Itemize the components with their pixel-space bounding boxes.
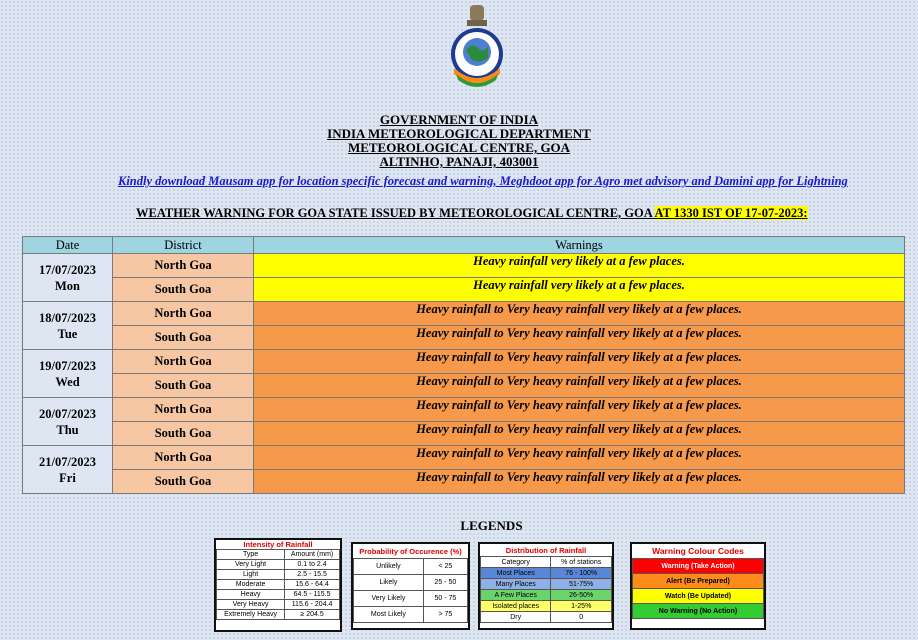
legend-cell: 50 - 75: [423, 591, 467, 607]
table-row: [23, 326, 905, 350]
app-advisory-link[interactable]: Kindly download Mausam app for location specific forecast and warning, Meghdoot app for Agro met advisory and Damini app for Lightning: [118, 174, 848, 188]
legend-cell: Most Likely: [354, 607, 424, 623]
legend-cell: 64.5 - 115.5: [285, 590, 340, 600]
warnings-table: [22, 236, 905, 494]
warning-cell: Heavy rainfall to Very heavy rainfall very likely at a few places.: [254, 470, 905, 494]
legend-cell: Very Light: [217, 560, 285, 570]
legend-header: Category: [481, 557, 551, 568]
warning-cell: Heavy rainfall to Very heavy rainfall very likely at a few places.: [254, 302, 905, 326]
legend-code-alert: Alert (Be Prepared): [633, 574, 764, 589]
legend-cell: Heavy: [217, 590, 285, 600]
legend-cell: > 75: [423, 607, 467, 623]
warning-cell: Heavy rainfall very likely at a few places.: [254, 254, 905, 278]
column-header-warnings: Warnings: [254, 237, 905, 254]
legend-distribution-of-rainfall: [478, 542, 614, 630]
table-row: [23, 374, 905, 398]
date-cell: [23, 254, 113, 302]
legend-cell: Likely: [354, 575, 424, 591]
imd-emblem-logo: [442, 2, 512, 90]
legend-header: Amount (mm): [285, 550, 340, 560]
district-cell: South Goa: [113, 422, 254, 446]
table-row: [23, 422, 905, 446]
table-row: [23, 278, 905, 302]
legend-cell: Very Likely: [354, 591, 424, 607]
legend-caption: Warning Colour Codes: [652, 546, 744, 556]
legend-cell: A Few Places: [481, 590, 551, 601]
legend-code-warning: Warning (Take Action): [633, 559, 764, 574]
legend-cell: Most Places: [481, 568, 551, 579]
legend-cell: 51-75%: [551, 579, 612, 590]
table-row: [23, 398, 905, 422]
legend-cell: Unlikely: [354, 559, 424, 575]
column-header-district: District: [113, 237, 254, 254]
district-cell: North Goa: [113, 398, 254, 422]
date-text: 17/07/2023: [39, 262, 96, 277]
legend-header: Type: [217, 550, 285, 560]
legend-cell: Many Places: [481, 579, 551, 590]
column-header-date: Date: [23, 237, 113, 254]
legend-code-no-warning: No Warning (No Action): [633, 604, 764, 619]
header-line-department: INDIA METEOROLOGICAL DEPARTMENT: [327, 126, 591, 141]
legend-probability-of-occurence: [351, 542, 470, 630]
legend-code-watch: Watch (Be Updated): [633, 589, 764, 604]
day-text: Tue: [57, 326, 78, 341]
district-cell: North Goa: [113, 446, 254, 470]
table-row: [23, 470, 905, 494]
legend-caption: Probability of Occurence (%): [359, 546, 462, 556]
legend-cell: 26-50%: [551, 590, 612, 601]
legend-cell: Very Heavy: [217, 600, 285, 610]
date-cell: [23, 350, 113, 398]
district-cell: North Goa: [113, 254, 254, 278]
legend-cell: 0: [551, 612, 612, 623]
day-text: Thu: [56, 422, 79, 437]
district-cell: South Goa: [113, 278, 254, 302]
warning-cell: Heavy rainfall to Very heavy rainfall very likely at a few places.: [254, 350, 905, 374]
date-text: 18/07/2023: [39, 310, 96, 325]
date-cell: [23, 398, 113, 446]
warning-title: [136, 206, 808, 221]
legend-cell: 76 - 100%: [551, 568, 612, 579]
table-row: [23, 350, 905, 374]
legend-cell: 0.1 to 2.4: [285, 560, 340, 570]
date-text: 19/07/2023: [39, 358, 96, 373]
district-cell: South Goa: [113, 470, 254, 494]
legend-cell: Isolated places: [481, 601, 551, 612]
district-cell: North Goa: [113, 350, 254, 374]
date-cell: [23, 446, 113, 494]
header-line-address: ALTINHO, PANAJI, 403001: [379, 154, 539, 169]
warning-cell: Heavy rainfall to Very heavy rainfall very likely at a few places.: [254, 422, 905, 446]
table-row: [23, 446, 905, 470]
legend-cell: Dry: [481, 612, 551, 623]
warning-title-time: AT 1330 IST OF 17-07-2023:: [654, 206, 808, 220]
office-header: [0, 113, 918, 169]
warning-title-main: WEATHER WARNING FOR GOA STATE ISSUED BY METEOROLOGICAL CENTRE, GOA: [136, 206, 653, 220]
district-cell: South Goa: [113, 374, 254, 398]
legend-cell: Extremely Heavy: [217, 610, 285, 620]
table-row: [23, 302, 905, 326]
legend-caption: Intensity of Rainfall: [243, 540, 313, 549]
district-cell: South Goa: [113, 326, 254, 350]
date-text: 20/07/2023: [39, 406, 96, 421]
legend-warning-colour-codes: [630, 542, 766, 630]
legend-intensity-of-rainfall: [214, 538, 342, 632]
warning-cell: Heavy rainfall to Very heavy rainfall very likely at a few places.: [254, 326, 905, 350]
legend-cell: 25 - 50: [423, 575, 467, 591]
day-text: Wed: [55, 374, 80, 389]
legend-cell: < 25: [423, 559, 467, 575]
legend-cell: 15.6 - 64.4: [285, 580, 340, 590]
date-cell: [23, 302, 113, 350]
legend-cell: Light: [217, 570, 285, 580]
date-text: 21/07/2023: [39, 454, 96, 469]
warning-cell: Heavy rainfall very likely at a few places.: [254, 278, 905, 302]
legend-cell: 115.6 - 204.4: [285, 600, 340, 610]
district-cell: North Goa: [113, 302, 254, 326]
day-text: Fri: [59, 470, 76, 485]
legend-header: % of stations: [551, 557, 612, 568]
legend-cell: ≥ 204.5: [285, 610, 340, 620]
legend-cell: 1-25%: [551, 601, 612, 612]
warning-cell: Heavy rainfall to Very heavy rainfall very likely at a few places.: [254, 446, 905, 470]
legend-cell: Moderate: [217, 580, 285, 590]
warning-cell: Heavy rainfall to Very heavy rainfall very likely at a few places.: [254, 398, 905, 422]
table-header-row: [23, 237, 905, 254]
warning-cell: Heavy rainfall to Very heavy rainfall very likely at a few places.: [254, 374, 905, 398]
legend-caption: Distribution of Rainfall: [505, 545, 587, 555]
legends-title: LEGENDS: [460, 518, 523, 533]
day-text: Mon: [55, 278, 80, 293]
legend-cell: 2.5 - 15.5: [285, 570, 340, 580]
header-line-government: GOVERNMENT OF INDIA: [379, 112, 539, 127]
header-line-centre: METEOROLOGICAL CENTRE, GOA: [347, 140, 571, 155]
table-row: [23, 254, 905, 278]
